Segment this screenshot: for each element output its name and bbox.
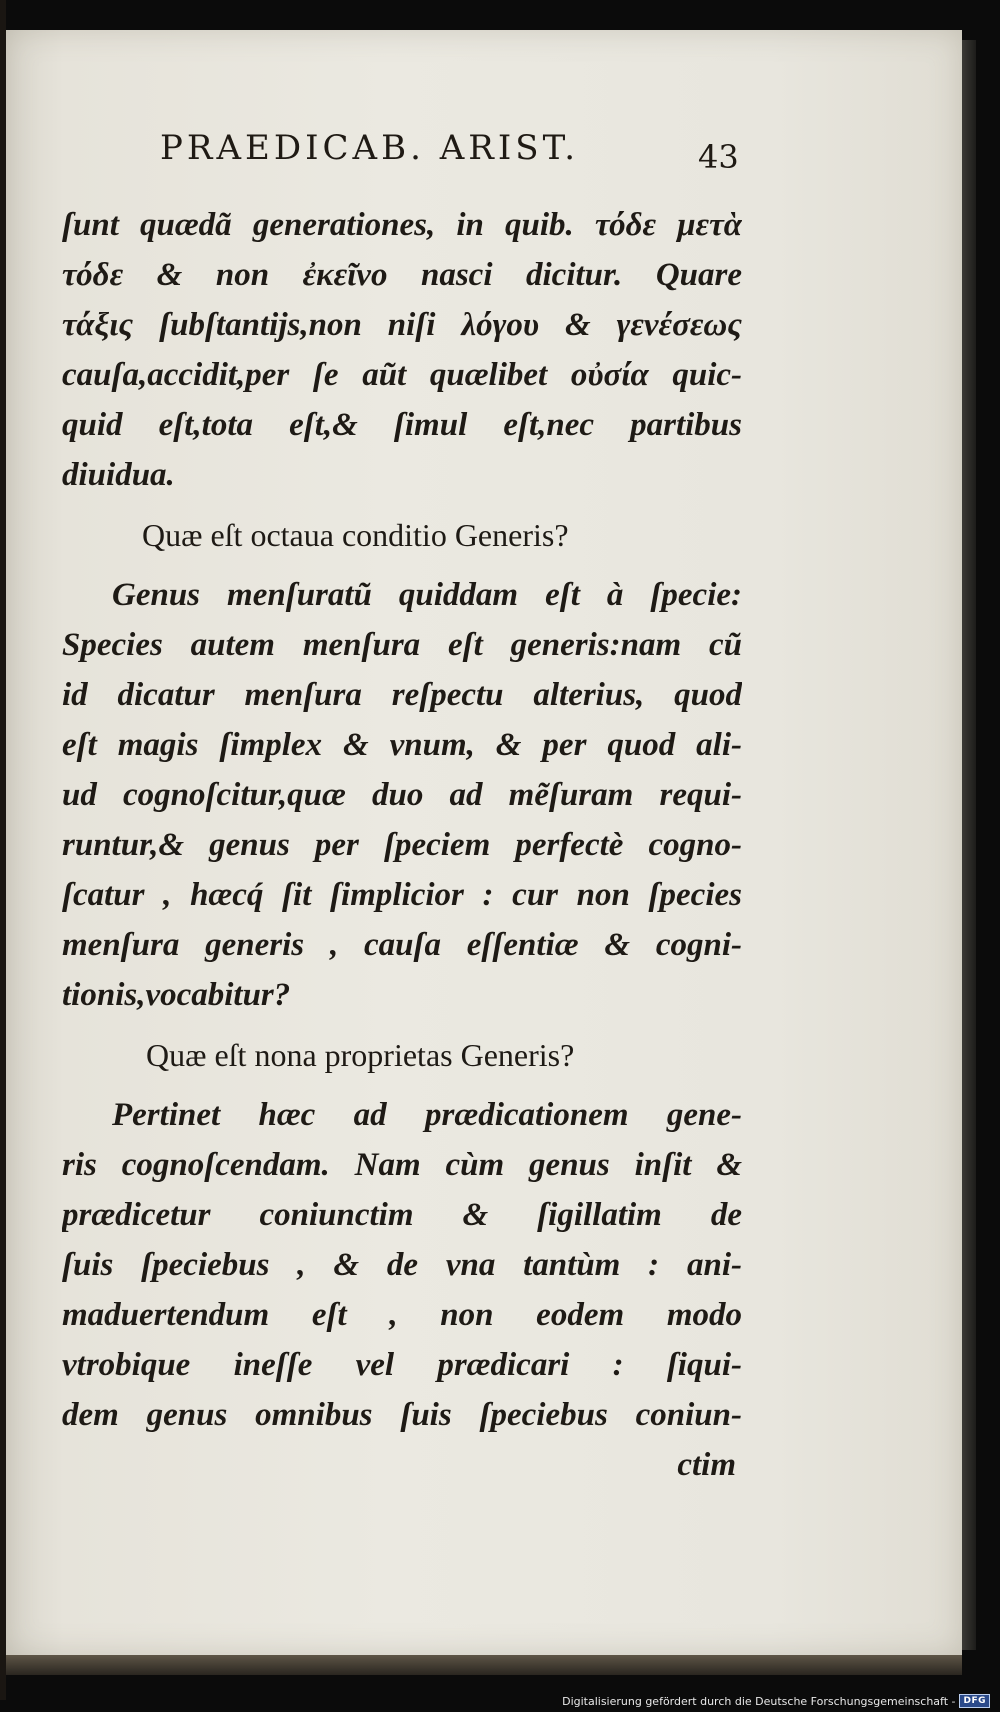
text-line: Genus menſuratũ quiddam eſt à ſpecie: — [112, 577, 742, 613]
paragraph-gap — [62, 1020, 742, 1030]
text-line: Species autem menſura eſt generis:nam cũ — [62, 627, 742, 663]
text-line: ctim — [677, 1447, 736, 1483]
text-line: Quæ eſt nona proprietas Generis? — [146, 1037, 575, 1073]
paragraph-gap — [62, 1080, 742, 1090]
text-line: id dicatur menſura reſpectu alterius, quod — [62, 677, 742, 713]
text-line: eſt magis ſimplex & vnum, & per quod ali- — [62, 727, 742, 763]
paragraph-gap — [62, 500, 742, 510]
text-line: tionis,vocabitur? — [62, 977, 291, 1013]
text-line: ſunt quædã generationes, in quib. τόδε μετὰ — [62, 207, 742, 243]
credit-text: Digitalisierung gefördert durch die Deutsche Forschungsgemeinschaft - — [562, 1694, 956, 1708]
text-line: maduertendum eſt , non eodem modo — [62, 1297, 742, 1333]
digitization-credit — [562, 1694, 990, 1708]
dfg-logo-icon: DFG — [959, 1694, 990, 1708]
paragraph-gap — [62, 560, 742, 570]
text-line: quid eſt,tota eſt,& ſimul eſt,nec partibus — [62, 407, 742, 443]
page-number: 43 — [698, 138, 739, 176]
text-line: ris cognoſcendam. Nam cùm genus inſit & — [62, 1147, 742, 1183]
text-line: Quæ eſt octaua conditio Generis? — [142, 517, 569, 553]
text-line: dem genus omnibus ſuis ſpeciebus coniun- — [62, 1397, 742, 1433]
text-line: diuidua. — [62, 457, 175, 493]
text-line: τόδε & non ἐκεῖνο nasci dicitur. Quare — [62, 257, 742, 293]
text-line: ſuis ſpeciebus , & de vna tantùm : ani- — [62, 1247, 742, 1283]
text-line: ud cognoſcitur,quæ duo ad mẽſuram requi- — [62, 777, 742, 813]
text-line: Pertinet hæc ad prædicationem gene- — [112, 1097, 742, 1133]
body-text — [62, 200, 742, 1490]
running-head: PRAEDICAB. ARIST. — [160, 128, 580, 168]
text-line: vtrobique ineſſe vel prædicari : ſiqui- — [62, 1347, 742, 1383]
text-line: runtur,& genus per ſpeciem perfectè cogno- — [62, 827, 742, 863]
text-line: cauſa,accidit,per ſe aũt quælibet οὐσία quic- — [62, 357, 742, 393]
text-line: menſura generis , cauſa eſſentiæ & cogni- — [62, 927, 742, 963]
page-bottom-shadow — [6, 1655, 962, 1675]
text-line: ſcatur , hæcq́ ſit ſimplicior : cur non ſpecies — [62, 877, 742, 913]
text-line: τάξις ſubſtantijs,non niſi λόγου & γενέσεως — [62, 307, 742, 343]
page-edge-shadow — [962, 40, 976, 1650]
text-line: prædicetur coniunctim & ſigillatim de — [62, 1197, 742, 1233]
